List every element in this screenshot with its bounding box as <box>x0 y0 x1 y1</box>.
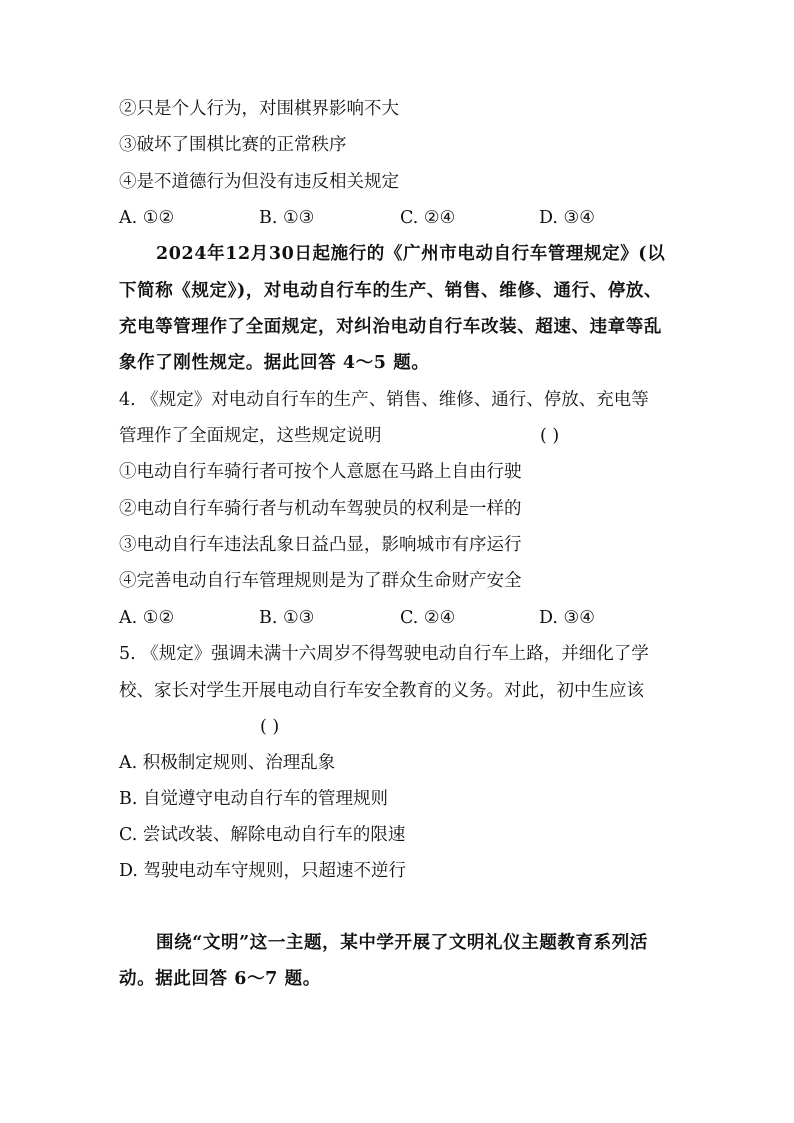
q3-option-3: ③破坏了围棋比赛的正常秩序 <box>119 135 347 155</box>
q4-choice-d: D. ③④ <box>539 608 595 628</box>
q5-stem-line-2: 校、家长对学生开展电动自行车安全教育的义务。对此，初中生应该 <box>119 681 644 701</box>
q3-choice-c: C. ②④ <box>400 208 456 228</box>
intro-6-7-line-1: 围绕“文明”这一主题，某中学开展了文明礼仪主题教育系列活 <box>156 933 648 953</box>
q5-option-c: C. 尝试改装、解除电动自行车的限速 <box>119 825 406 845</box>
q3-choices <box>119 206 739 230</box>
q3-option-2: ②只是个人行为，对围棋界影响不大 <box>119 99 399 119</box>
intro-4-5-line-3: 充电等管理作了全面规定，对纠治电动自行车改装、超速、违章等乱 <box>119 317 662 337</box>
q4-option-3: ③电动自行车违法乱象日益凸显，影响城市有序运行 <box>119 535 522 555</box>
q5-option-d: D. 驾驶电动车守规则，只超速不逆行 <box>119 861 407 881</box>
q4-choice-c: C. ②④ <box>400 608 456 628</box>
intro-4-5-line-4: 象作了刚性规定。据此回答 4～5 题。 <box>119 353 430 373</box>
q3-option-4: ④是不道德行为但没有违反相关规定 <box>119 172 399 192</box>
q4-choice-a: A. ①② <box>119 608 175 628</box>
q5-option-b: B. 自觉遵守电动自行车的管理规则 <box>119 789 388 809</box>
q4-option-1: ①电动自行车骑行者可按个人意愿在马路上自由行驶 <box>119 462 522 482</box>
intro-4-5-line-1: 2024年12月30日起施行的《广州市电动自行车管理规定》(以 <box>156 244 666 264</box>
q5-stem-line-1: 5. 《规定》强调未满十六周岁不得驾驶电动自行车上路，并细化了学 <box>119 644 649 664</box>
intro-4-5-line-2: 下简称《规定》)，对电动自行车的生产、销售、维修、通行、停放、 <box>119 281 663 301</box>
q4-option-2: ②电动自行车骑行者与机动车驾驶员的权利是一样的 <box>119 499 522 519</box>
q4-option-4: ④完善电动自行车管理规则是为了群众生命财产安全 <box>119 571 522 591</box>
q4-stem-line-1: 4. 《规定》对电动自行车的生产、销售、维修、通行、停放、充电等 <box>119 390 649 410</box>
q5-option-a: A. 积极制定规则、治理乱象 <box>119 753 336 773</box>
q3-choice-b: B. ①③ <box>259 208 315 228</box>
q4-choice-b: B. ①③ <box>259 608 315 628</box>
q4-choices <box>119 606 739 630</box>
q4-answer-bracket: ( ) <box>540 426 560 446</box>
q3-choice-a: A. ①② <box>119 208 175 228</box>
q5-answer-bracket: ( ) <box>260 717 280 737</box>
q4-stem-line-2: 管理作了全面规定，这些规定说明 <box>119 426 382 446</box>
q3-choice-d: D. ③④ <box>539 208 595 228</box>
intro-6-7-line-2: 动。据此回答 6～7 题。 <box>119 969 321 989</box>
